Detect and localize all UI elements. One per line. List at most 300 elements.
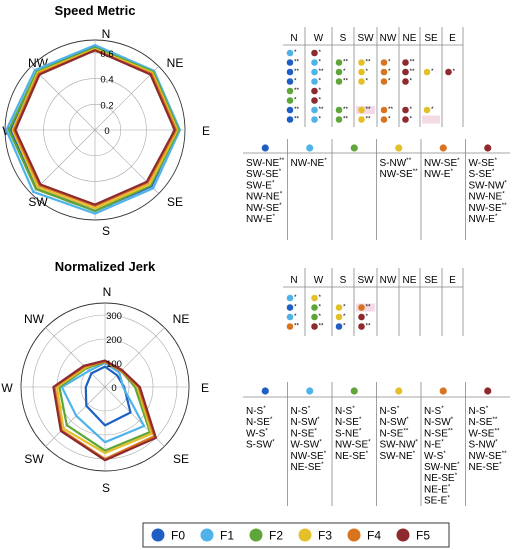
significance-dot bbox=[358, 78, 365, 85]
pair-entry bbox=[246, 191, 283, 203]
pair-entry-stars: * bbox=[447, 483, 451, 491]
significance-stars: ** bbox=[318, 322, 324, 330]
column-header: S bbox=[339, 275, 347, 286]
pair-entry-text: NW-E bbox=[468, 214, 495, 225]
pair-entry-text: NE-SE bbox=[424, 473, 455, 485]
significance-dot bbox=[287, 88, 294, 95]
legend-label: F0 bbox=[171, 528, 186, 543]
pair-entry-text: SW-NE bbox=[424, 462, 458, 473]
significance-stars: * bbox=[388, 115, 391, 123]
pair-entry-stars: * bbox=[307, 405, 311, 412]
significance-stars: * bbox=[294, 303, 297, 311]
significance-dot bbox=[424, 107, 431, 114]
pair-entry-text: NW-NE bbox=[290, 158, 325, 169]
pair-entry-text: W-S bbox=[424, 450, 444, 462]
speed-metric-significance-table bbox=[243, 27, 510, 240]
pair-entry bbox=[246, 416, 273, 428]
cell-highlight bbox=[422, 116, 440, 124]
pair-entry-stars: * bbox=[443, 449, 446, 457]
significance-stars: ** bbox=[388, 106, 394, 113]
pair-entry bbox=[424, 439, 444, 451]
significance-dot bbox=[287, 314, 294, 321]
pair-entry-text: N-SE bbox=[468, 417, 493, 429]
column-header: NE bbox=[402, 33, 417, 44]
legend-swatch-f1 bbox=[201, 529, 214, 542]
column-header: SE bbox=[424, 33, 438, 44]
significance-dot bbox=[311, 97, 318, 104]
direction-label: W bbox=[1, 381, 13, 395]
significance-stars: * bbox=[388, 77, 391, 85]
legend-label: F5 bbox=[416, 528, 431, 543]
significance-dot bbox=[311, 314, 318, 321]
significance-dot bbox=[358, 116, 365, 123]
significance-stars: * bbox=[318, 294, 322, 301]
pair-entry-text: N-S bbox=[335, 406, 353, 417]
significance-dot bbox=[381, 69, 388, 76]
pair-entry-stars: ** bbox=[406, 157, 412, 164]
tick-label: 200 bbox=[106, 335, 122, 346]
pair-entry-stars: * bbox=[324, 157, 327, 164]
pair-entry-stars: * bbox=[321, 461, 324, 468]
column-header: S bbox=[339, 33, 347, 44]
pair-entry bbox=[380, 157, 412, 169]
pair-entry bbox=[335, 427, 362, 439]
pair-entry-stars: * bbox=[368, 438, 371, 446]
pair-entry-text: NE-SE bbox=[468, 462, 500, 473]
pair-entry bbox=[380, 427, 409, 439]
pair-entry bbox=[335, 450, 369, 462]
pair-entry bbox=[380, 416, 410, 428]
tick-label: 0 bbox=[111, 383, 117, 394]
tick-label: 300 bbox=[106, 311, 122, 322]
significance-dot bbox=[358, 69, 365, 76]
pair-entry bbox=[469, 168, 495, 180]
direction-label: SE bbox=[166, 195, 184, 209]
pair-entry-stars: * bbox=[278, 168, 282, 176]
pair-entry-text: NE-SE bbox=[335, 450, 366, 462]
pair-entry-stars: * bbox=[269, 416, 273, 424]
pair-entry-stars: * bbox=[279, 190, 283, 198]
significance-dot bbox=[336, 323, 343, 330]
significance-dot bbox=[336, 107, 343, 114]
pair-entry-stars: * bbox=[485, 405, 489, 412]
pair-entry bbox=[335, 439, 371, 451]
pair-entry bbox=[335, 405, 355, 417]
significance-stars: * bbox=[294, 77, 297, 85]
chart-title: Speed Metric bbox=[54, 3, 136, 18]
significance-stars: ** bbox=[343, 115, 349, 123]
significance-dot bbox=[381, 107, 388, 114]
pair-entry bbox=[380, 168, 419, 180]
significance-stars: * bbox=[294, 96, 297, 104]
pair-entry-text: S-NW bbox=[379, 158, 407, 169]
pair-entry-text: NW-SE bbox=[468, 450, 502, 462]
pair-entry-text: NW-NE bbox=[468, 191, 503, 203]
pair-entry-text: SW-NW bbox=[379, 439, 416, 451]
direction-label: SW bbox=[28, 195, 48, 209]
significance-dot bbox=[287, 69, 294, 76]
pair-entry-stars: * bbox=[412, 449, 416, 457]
normalized-jerk-radar bbox=[1, 259, 209, 495]
pair-entry-text: W-S bbox=[246, 428, 266, 440]
pair-entry-stars: * bbox=[272, 438, 275, 446]
series-dot-f1 bbox=[306, 144, 313, 151]
tick-label: 0 bbox=[104, 126, 110, 137]
significance-stars: ** bbox=[294, 68, 300, 75]
direction-label: NE bbox=[166, 56, 184, 70]
pair-entry-stars: * bbox=[450, 416, 454, 424]
pair-entry-text: NW-SE bbox=[424, 158, 458, 169]
significance-stars: ** bbox=[365, 115, 371, 123]
significance-dot bbox=[336, 78, 343, 85]
pair-entry-stars: * bbox=[319, 438, 322, 446]
significance-stars: * bbox=[318, 87, 322, 94]
significance-stars: ** bbox=[294, 115, 300, 123]
pair-entry-text: N-S bbox=[246, 406, 264, 417]
pair-entry-text: N-SE bbox=[424, 428, 448, 440]
significance-stars: * bbox=[343, 68, 346, 75]
pair-entry bbox=[469, 461, 503, 473]
pair-entry bbox=[291, 405, 311, 417]
legend-label: F1 bbox=[220, 528, 235, 543]
series-dot-f2 bbox=[351, 387, 358, 394]
pair-entry-stars: * bbox=[504, 179, 507, 187]
pair-entry-text: N-SW bbox=[290, 417, 318, 429]
significance-stars: ** bbox=[294, 106, 300, 113]
pair-entry-text: N-E bbox=[424, 439, 442, 451]
significance-dot bbox=[358, 59, 365, 66]
pair-entry-stars: * bbox=[358, 427, 362, 435]
legend-swatch-f3 bbox=[299, 529, 312, 542]
significance-stars: * bbox=[431, 106, 434, 113]
pair-entry-text: NW-NE bbox=[246, 191, 280, 203]
series-f5 bbox=[53, 361, 155, 461]
pair-entry-text: NW-SE bbox=[379, 169, 413, 181]
direction-label: S bbox=[101, 481, 111, 495]
significance-dot bbox=[336, 69, 343, 76]
pair-entry-stars: * bbox=[499, 461, 502, 468]
pair-entry bbox=[469, 157, 498, 169]
significance-dot bbox=[287, 304, 294, 311]
column-header: E bbox=[449, 275, 456, 286]
pair-entry-text: NW-SE bbox=[246, 202, 280, 214]
legend-label: F3 bbox=[318, 528, 333, 543]
pair-entry bbox=[469, 439, 499, 451]
significance-stars: * bbox=[318, 77, 322, 85]
pair-entry bbox=[424, 405, 444, 417]
pair-entry bbox=[469, 450, 508, 462]
pair-entry bbox=[424, 157, 460, 169]
pair-entry bbox=[424, 450, 446, 462]
significance-stars: ** bbox=[409, 58, 415, 66]
pair-entry bbox=[246, 157, 285, 169]
column-header: E bbox=[449, 33, 456, 44]
pair-entry-text: N-S bbox=[290, 406, 308, 417]
pair-entry bbox=[424, 168, 453, 180]
pair-entry-text: SW-E bbox=[246, 180, 272, 192]
significance-dot bbox=[424, 69, 431, 76]
pair-entry-stars: * bbox=[406, 416, 409, 424]
significance-stars: * bbox=[365, 313, 369, 320]
significance-stars: ** bbox=[318, 106, 324, 113]
pair-entry bbox=[424, 461, 460, 473]
significance-stars: * bbox=[388, 68, 391, 75]
normalized-jerk-significance-table bbox=[243, 268, 510, 507]
pair-entry-stars: * bbox=[495, 438, 498, 446]
direction-label: N bbox=[101, 27, 111, 41]
direction-label: SE bbox=[172, 452, 190, 466]
significance-dot bbox=[336, 314, 343, 321]
pair-entry-stars: * bbox=[441, 438, 444, 446]
pair-entry-stars: * bbox=[457, 157, 460, 164]
column-header: N bbox=[290, 33, 298, 44]
pair-entry-text: W-SE bbox=[468, 428, 495, 440]
pair-entry bbox=[380, 450, 416, 462]
column-header: SW bbox=[357, 33, 374, 44]
significance-dot bbox=[287, 107, 294, 114]
pair-entry bbox=[291, 427, 318, 439]
column-header: NE bbox=[402, 275, 417, 286]
pair-entry-text: NE-SE bbox=[290, 462, 322, 473]
significance-dot bbox=[336, 59, 343, 66]
pair-entry bbox=[469, 427, 500, 439]
legend-swatch-f5 bbox=[397, 529, 410, 542]
significance-stars: * bbox=[343, 313, 346, 320]
pair-entry-text: N-S bbox=[424, 406, 442, 417]
significance-stars: * bbox=[294, 294, 297, 301]
pair-entry-stars: * bbox=[415, 438, 418, 446]
pair-entry-stars: * bbox=[447, 494, 450, 502]
pair-entry bbox=[469, 191, 506, 203]
pair-entry-text: S-SW bbox=[246, 439, 273, 451]
pair-entry-text: NE-E bbox=[424, 484, 448, 496]
significance-dot bbox=[358, 304, 365, 311]
pair-entry-text: SW-NE bbox=[246, 158, 280, 169]
pair-entry-stars: * bbox=[272, 213, 276, 220]
pair-entry-text: S-SE bbox=[468, 169, 492, 181]
significance-stars: * bbox=[409, 115, 413, 123]
pair-entry bbox=[291, 461, 325, 473]
significance-stars: * bbox=[365, 77, 369, 85]
significance-dot bbox=[402, 116, 409, 123]
pair-entry-stars: ** bbox=[492, 416, 498, 424]
series-dot-f2 bbox=[351, 144, 358, 151]
significance-stars: * bbox=[431, 68, 434, 75]
pair-entry bbox=[469, 416, 498, 428]
direction-label: NE bbox=[172, 312, 190, 326]
significance-dot bbox=[287, 116, 294, 123]
pair-entry bbox=[246, 405, 266, 417]
legend-label: F4 bbox=[367, 528, 382, 543]
direction-label: W bbox=[2, 124, 14, 138]
speed-metric-radar bbox=[2, 3, 210, 238]
series-dot-f4 bbox=[440, 144, 447, 151]
significance-dot bbox=[358, 107, 365, 114]
significance-dot bbox=[287, 50, 294, 57]
chart-title: Normalized Jerk bbox=[54, 259, 156, 274]
pair-entry-stars: * bbox=[352, 405, 355, 412]
pair-entry-text: S-NW bbox=[468, 439, 496, 451]
significance-stars: * bbox=[409, 106, 413, 113]
series-dot-f3 bbox=[395, 387, 402, 394]
pair-entry-stars: * bbox=[491, 168, 495, 176]
tick-label: 0.4 bbox=[100, 74, 114, 86]
series-dot-f5 bbox=[484, 144, 491, 151]
pair-entry-stars: * bbox=[365, 449, 369, 457]
pair-entry-stars: * bbox=[502, 190, 505, 198]
pair-entry bbox=[335, 416, 362, 428]
series-dot-f0 bbox=[262, 144, 269, 151]
significance-dot bbox=[381, 116, 388, 123]
significance-dot bbox=[336, 304, 343, 311]
pair-entry-text: W-SE bbox=[468, 158, 495, 169]
pair-entry-text: N-SW bbox=[379, 417, 407, 429]
pair-entry bbox=[469, 179, 508, 191]
significance-dot bbox=[311, 116, 318, 123]
series-f1 bbox=[6, 45, 180, 214]
pair-entry bbox=[246, 202, 282, 214]
pair-entry bbox=[246, 427, 268, 439]
tick-label: 0.6 bbox=[100, 48, 114, 60]
pair-entry bbox=[291, 416, 321, 428]
series-dot-f5 bbox=[484, 387, 491, 394]
pair-entry-text: N-SE bbox=[290, 428, 315, 440]
significance-dot bbox=[311, 78, 318, 85]
pair-entry bbox=[424, 416, 454, 428]
significance-stars: * bbox=[294, 49, 297, 56]
legend-label: F2 bbox=[269, 528, 284, 543]
significance-stars: * bbox=[365, 68, 369, 75]
pair-entry-stars: * bbox=[265, 427, 268, 435]
pair-entry-text: SE-E bbox=[424, 495, 448, 507]
pair-entry-text: NW-E bbox=[424, 169, 451, 181]
pair-entry-text: N-SE bbox=[335, 417, 359, 429]
column-header: SW bbox=[357, 275, 374, 286]
significance-stars: ** bbox=[343, 106, 349, 113]
direction-label: S bbox=[101, 224, 111, 238]
significance-dot bbox=[287, 59, 294, 66]
legend-swatch-f0 bbox=[152, 529, 165, 542]
column-header: SE bbox=[424, 275, 438, 286]
pair-entry-stars: ** bbox=[447, 427, 453, 435]
pair-entry-text: SW-NE bbox=[379, 450, 413, 462]
significance-dot bbox=[311, 50, 318, 57]
significance-dot bbox=[287, 295, 294, 302]
pair-entry-text: W-SW bbox=[290, 439, 320, 451]
pair-entry bbox=[291, 157, 328, 169]
pair-entry bbox=[469, 213, 498, 225]
tick-label: 0.2 bbox=[100, 100, 114, 112]
significance-dot bbox=[287, 323, 294, 330]
pair-entry-stars: * bbox=[454, 472, 458, 480]
pair-entry-stars: ** bbox=[494, 427, 500, 435]
legend-swatch-f2 bbox=[250, 529, 263, 542]
series-dot-f3 bbox=[395, 144, 402, 151]
significance-dot bbox=[358, 314, 365, 321]
significance-stars: * bbox=[343, 322, 346, 330]
pair-entry bbox=[246, 439, 275, 451]
significance-stars: * bbox=[294, 313, 297, 320]
significance-dot bbox=[381, 78, 388, 85]
significance-stars: * bbox=[318, 303, 322, 311]
significance-dot bbox=[358, 323, 365, 330]
significance-stars: * bbox=[318, 115, 322, 123]
series-dot-f0 bbox=[262, 387, 269, 394]
pair-entry-text: NW-E bbox=[246, 214, 273, 225]
pair-entry-stars: * bbox=[441, 405, 444, 412]
significance-stars: ** bbox=[318, 68, 324, 75]
pair-entry-stars: ** bbox=[279, 157, 285, 164]
significance-dot bbox=[311, 107, 318, 114]
significance-stars: ** bbox=[365, 58, 371, 66]
pair-entry-stars: * bbox=[279, 201, 282, 209]
pair-entry-stars: * bbox=[263, 405, 266, 412]
pair-entry-stars: * bbox=[457, 461, 460, 468]
series-dot-f1 bbox=[306, 387, 313, 394]
pair-entry-text: NW-SE bbox=[335, 439, 369, 451]
pair-entry bbox=[380, 405, 400, 417]
significance-stars: ** bbox=[365, 303, 371, 311]
significance-stars: ** bbox=[294, 87, 300, 94]
column-header: N bbox=[290, 275, 298, 286]
pair-entry bbox=[469, 202, 508, 214]
pair-entry-stars: * bbox=[396, 405, 400, 412]
significance-stars: * bbox=[318, 96, 322, 104]
significance-dot bbox=[381, 59, 388, 66]
pair-entry bbox=[424, 495, 450, 507]
legend-swatch-f4 bbox=[348, 529, 361, 542]
pair-entry-text: N-S bbox=[468, 406, 486, 417]
significance-stars: ** bbox=[343, 58, 349, 66]
pair-entry-stars: * bbox=[494, 213, 498, 220]
significance-stars: * bbox=[452, 68, 456, 75]
pair-entry bbox=[291, 439, 323, 451]
direction-label: E bbox=[201, 124, 211, 138]
significance-dot bbox=[311, 59, 318, 66]
pair-entry-text: N-SE bbox=[379, 428, 404, 440]
pair-entry-stars: * bbox=[314, 427, 317, 435]
pair-entry-stars: * bbox=[358, 416, 362, 424]
significance-stars: * bbox=[318, 313, 322, 320]
significance-stars: ** bbox=[294, 58, 300, 66]
significance-stars: ** bbox=[365, 322, 371, 330]
pair-entry-text: N-SE bbox=[246, 417, 270, 429]
significance-stars: ** bbox=[343, 77, 349, 85]
significance-stars: ** bbox=[409, 68, 415, 75]
pair-entry bbox=[246, 179, 275, 191]
pair-entry-stars: ** bbox=[501, 201, 507, 209]
pair-entry bbox=[291, 450, 327, 462]
pair-entry-text: NW-SE bbox=[290, 450, 324, 462]
significance-stars: * bbox=[318, 58, 322, 66]
significance-dot bbox=[445, 69, 452, 76]
significance-stars: * bbox=[388, 58, 391, 66]
significance-dot bbox=[311, 88, 318, 95]
significance-stars: ** bbox=[365, 106, 371, 113]
pair-entry-text: N-SW bbox=[424, 417, 451, 429]
spoke bbox=[31, 66, 95, 130]
legend bbox=[143, 523, 449, 547]
direction-label: NW bbox=[24, 312, 44, 326]
pair-entry-text: S-NE bbox=[335, 428, 359, 440]
tick-label: 100 bbox=[106, 359, 122, 370]
significance-stars: * bbox=[409, 77, 413, 85]
direction-label: E bbox=[200, 381, 210, 395]
pair-entry-stars: * bbox=[317, 416, 320, 424]
direction-label: SW bbox=[24, 452, 44, 466]
pair-entry bbox=[469, 405, 489, 417]
significance-dot bbox=[287, 78, 294, 85]
